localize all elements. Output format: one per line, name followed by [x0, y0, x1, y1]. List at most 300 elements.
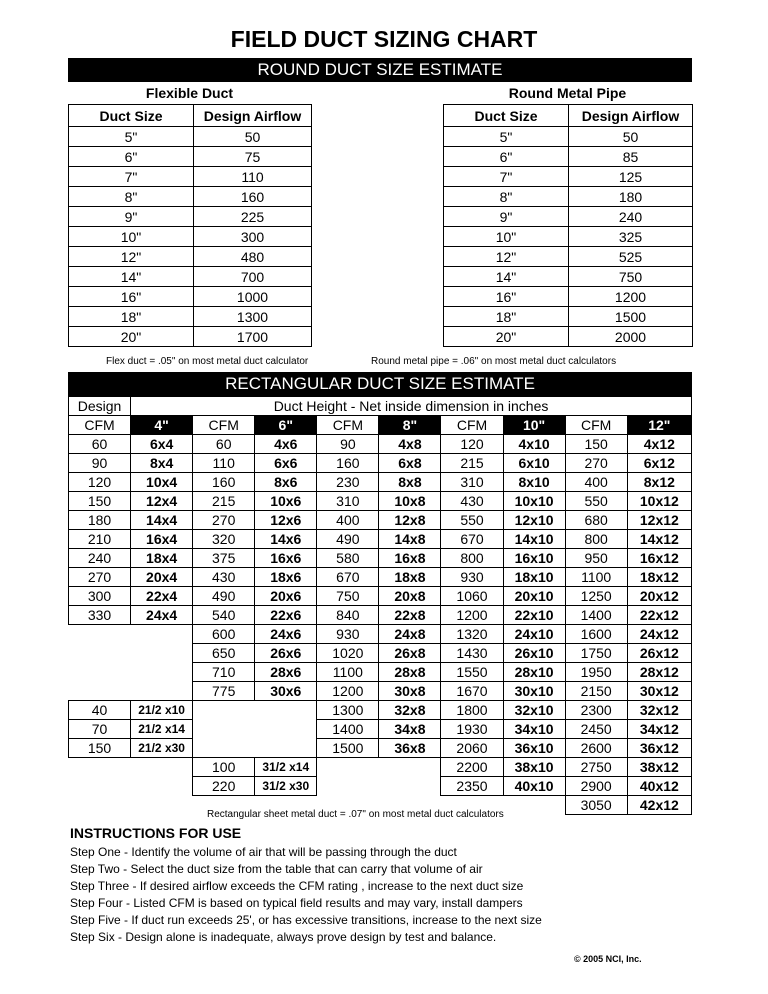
rect-duct-size: 10x12 [627, 492, 691, 511]
rect-duct-size: 28x10 [503, 663, 565, 682]
metal-duct-size: 7" [444, 167, 569, 187]
rect-cfm: 230 [317, 473, 379, 492]
rect-cfm: 670 [317, 568, 379, 587]
rect-empty-cell [193, 720, 255, 739]
rect-empty-cell [255, 720, 317, 739]
rect-cfm: 120 [69, 473, 131, 492]
rect-empty-cell [131, 625, 193, 644]
rect-duct-size: 8x4 [131, 454, 193, 473]
metal-row [444, 307, 693, 327]
rect-cfm: 950 [565, 549, 627, 568]
metal-design-airflow: 50 [569, 127, 693, 147]
rect-cfm: 270 [193, 511, 255, 530]
flex-duct-table [68, 104, 312, 347]
rect-duct-size: 16x6 [255, 549, 317, 568]
rect-empty-cell [69, 682, 131, 701]
rect-duct-size: 16x12 [627, 549, 691, 568]
rect-cfm-label: CFM [317, 416, 379, 435]
rect-duct-size: 32x10 [503, 701, 565, 720]
rect-empty-cell [379, 777, 441, 796]
flex-row [69, 167, 312, 187]
rect-duct-size: 8x10 [503, 473, 565, 492]
rect-duct-size: 24x12 [627, 625, 691, 644]
flex-design-airflow: 1300 [194, 307, 312, 327]
rect-row [69, 777, 692, 796]
rect-height-header: 4" [131, 416, 193, 435]
rect-cfm: 3050 [565, 796, 627, 815]
metal-design-airflow: 125 [569, 167, 693, 187]
rect-cfm: 1060 [441, 587, 503, 606]
metal-row [444, 167, 693, 187]
rect-duct-size: 36x8 [379, 739, 441, 758]
rect-cfm-label: CFM [69, 416, 131, 435]
rect-empty-cell [69, 663, 131, 682]
rect-cfm: 400 [317, 511, 379, 530]
flex-design-airflow: 1000 [194, 287, 312, 307]
rect-cfm: 2300 [565, 701, 627, 720]
flex-design-airflow: 110 [194, 167, 312, 187]
rect-cfm: 150 [69, 492, 131, 511]
rect-row [69, 454, 692, 473]
rect-row [69, 511, 692, 530]
flex-col-design-airflow: Design Airflow [194, 105, 312, 127]
rect-duct-size: 21/2 x10 [131, 701, 193, 720]
rect-cfm: 490 [317, 530, 379, 549]
rect-duct-size: 6x6 [255, 454, 317, 473]
rect-cfm: 120 [441, 435, 503, 454]
metal-row [444, 127, 693, 147]
rect-duct-size: 38x12 [627, 758, 691, 777]
flex-design-airflow: 225 [194, 207, 312, 227]
rect-duct-size: 10x6 [255, 492, 317, 511]
rect-duct-size: 26x10 [503, 644, 565, 663]
rect-duct-note: Rectangular sheet metal duct = .07" on most metal duct calculators [207, 809, 504, 820]
rect-duct-size: 14x10 [503, 530, 565, 549]
rect-duct-size: 12x10 [503, 511, 565, 530]
rect-duct-size: 21/2 x14 [131, 720, 193, 739]
rect-cfm: 330 [69, 606, 131, 625]
rect-duct-size: 6x4 [131, 435, 193, 454]
rect-cfm: 540 [193, 606, 255, 625]
rect-cfm: 215 [441, 454, 503, 473]
rect-cfm: 680 [565, 511, 627, 530]
rect-empty-cell [193, 739, 255, 758]
rect-cfm: 215 [193, 492, 255, 511]
rect-cfm: 2450 [565, 720, 627, 739]
flex-duct-size: 9" [69, 207, 194, 227]
rect-duct-size: 8x6 [255, 473, 317, 492]
rect-duct-size: 26x6 [255, 644, 317, 663]
rect-cfm: 240 [69, 549, 131, 568]
rect-row [69, 758, 692, 777]
rect-cfm: 100 [193, 758, 255, 777]
rect-cfm: 2750 [565, 758, 627, 777]
rect-row [69, 549, 692, 568]
rect-duct-size: 24x6 [255, 625, 317, 644]
rect-row [69, 663, 692, 682]
rect-cfm: 1500 [317, 739, 379, 758]
rect-row [69, 625, 692, 644]
rect-cfm: 40 [69, 701, 131, 720]
rect-empty-cell [255, 701, 317, 720]
rect-duct-size: 24x8 [379, 625, 441, 644]
metal-row [444, 327, 693, 347]
metal-duct-size: 10" [444, 227, 569, 247]
rect-duct-size: 40x12 [627, 777, 691, 796]
rect-cfm: 310 [441, 473, 503, 492]
rect-cfm: 150 [565, 435, 627, 454]
rect-duct-size: 16x8 [379, 549, 441, 568]
rect-duct-table [68, 396, 692, 815]
rect-row [69, 492, 692, 511]
flex-duct-size: 8" [69, 187, 194, 207]
rect-cfm: 1930 [441, 720, 503, 739]
rect-cfm: 320 [193, 530, 255, 549]
rect-empty-cell [131, 682, 193, 701]
rect-duct-size: 40x10 [503, 777, 565, 796]
metal-row [444, 287, 693, 307]
flex-row [69, 247, 312, 267]
rect-duct-size: 14x8 [379, 530, 441, 549]
rect-duct-size: 22x10 [503, 606, 565, 625]
flex-design-airflow: 480 [194, 247, 312, 267]
rect-design-label: Design [69, 397, 131, 416]
flex-design-airflow: 700 [194, 267, 312, 287]
rect-empty-cell [69, 625, 131, 644]
rect-cfm: 160 [317, 454, 379, 473]
rect-row [69, 701, 692, 720]
flex-duct-size: 12" [69, 247, 194, 267]
rect-cfm: 650 [193, 644, 255, 663]
metal-row [444, 267, 693, 287]
rect-empty-cell [131, 644, 193, 663]
rect-cfm: 2150 [565, 682, 627, 701]
rect-cfm: 1300 [317, 701, 379, 720]
rect-empty-cell [317, 758, 379, 777]
rect-empty-cell [131, 777, 193, 796]
rect-cfm: 1750 [565, 644, 627, 663]
rect-duct-size: 22x8 [379, 606, 441, 625]
metal-row [444, 247, 693, 267]
rect-empty-cell [317, 777, 379, 796]
rect-duct-size: 26x8 [379, 644, 441, 663]
rect-duct-size: 8x8 [379, 473, 441, 492]
rect-cfm: 1200 [317, 682, 379, 701]
metal-duct-size: 16" [444, 287, 569, 307]
rect-duct-size: 30x6 [255, 682, 317, 701]
rect-cfm: 1100 [317, 663, 379, 682]
rect-cfm: 430 [193, 568, 255, 587]
rect-duct-size: 4x8 [379, 435, 441, 454]
rect-duct-size: 32x12 [627, 701, 691, 720]
metal-design-airflow: 1200 [569, 287, 693, 307]
rect-row [69, 606, 692, 625]
rect-cfm: 180 [69, 511, 131, 530]
metal-duct-size: 14" [444, 267, 569, 287]
rect-cfm: 1400 [317, 720, 379, 739]
metal-row [444, 207, 693, 227]
rect-cfm: 1430 [441, 644, 503, 663]
rect-cfm: 800 [441, 549, 503, 568]
flex-design-airflow: 160 [194, 187, 312, 207]
rect-duct-size: 30x8 [379, 682, 441, 701]
rect-duct-size: 30x12 [627, 682, 691, 701]
rect-duct-size: 4x6 [255, 435, 317, 454]
metal-duct-size: 12" [444, 247, 569, 267]
rect-duct-size: 18x8 [379, 568, 441, 587]
instruction-step: Step Five - If duct run exceeds 25', or has excessive transitions, increase to the next size [70, 913, 542, 927]
flex-design-airflow: 300 [194, 227, 312, 247]
rect-cfm: 2600 [565, 739, 627, 758]
metal-design-airflow: 525 [569, 247, 693, 267]
rect-cfm: 1100 [565, 568, 627, 587]
rect-height-label: Duct Height - Net inside dimension in inches [131, 397, 692, 416]
metal-design-airflow: 2000 [569, 327, 693, 347]
flex-row [69, 207, 312, 227]
instruction-step: Step Four - Listed CFM is based on typical field results and may vary, install dampers [70, 896, 523, 910]
rect-duct-size: 18x4 [131, 549, 193, 568]
flex-duct-size: 18" [69, 307, 194, 327]
rect-duct-size: 22x12 [627, 606, 691, 625]
flex-row [69, 307, 312, 327]
rect-cfm: 775 [193, 682, 255, 701]
metal-design-airflow: 240 [569, 207, 693, 227]
instruction-step: Step Two - Select the duct size from the table that can carry that volume of air [70, 862, 483, 876]
rect-cfm: 490 [193, 587, 255, 606]
rect-height-header: 12" [627, 416, 691, 435]
rect-height-header: 8" [379, 416, 441, 435]
rect-empty-cell [131, 796, 193, 815]
rect-duct-size: 31/2 x14 [255, 758, 317, 777]
rect-row [69, 530, 692, 549]
rect-duct-size: 4x12 [627, 435, 691, 454]
rect-duct-size: 14x6 [255, 530, 317, 549]
rect-cfm: 580 [317, 549, 379, 568]
metal-duct-size: 9" [444, 207, 569, 227]
rect-cfm-label: CFM [193, 416, 255, 435]
rect-duct-size: 6x12 [627, 454, 691, 473]
rect-row [69, 644, 692, 663]
flex-design-airflow: 1700 [194, 327, 312, 347]
rect-cfm: 800 [565, 530, 627, 549]
flex-duct-size: 5" [69, 127, 194, 147]
rect-duct-size: 20x10 [503, 587, 565, 606]
rect-cfm: 1950 [565, 663, 627, 682]
metal-duct-size: 18" [444, 307, 569, 327]
rect-cfm: 2200 [441, 758, 503, 777]
rect-duct-size: 10x4 [131, 473, 193, 492]
rect-cfm: 2350 [441, 777, 503, 796]
rect-cfm: 60 [193, 435, 255, 454]
rect-cfm: 150 [69, 739, 131, 758]
rect-row [69, 473, 692, 492]
rect-duct-size: 16x4 [131, 530, 193, 549]
instructions-heading: INSTRUCTIONS FOR USE [70, 825, 242, 841]
rect-duct-size: 18x10 [503, 568, 565, 587]
rect-cfm: 430 [441, 492, 503, 511]
flex-design-airflow: 50 [194, 127, 312, 147]
rect-duct-size: 14x4 [131, 511, 193, 530]
rect-cfm: 930 [317, 625, 379, 644]
metal-col-design-airflow: Design Airflow [569, 105, 693, 127]
rect-cfm: 310 [317, 492, 379, 511]
rect-cfm: 300 [69, 587, 131, 606]
metal-duct-size: 6" [444, 147, 569, 167]
rect-row [69, 568, 692, 587]
flex-duct-size: 6" [69, 147, 194, 167]
rect-duct-size: 14x12 [627, 530, 691, 549]
rect-empty-cell [131, 758, 193, 777]
metal-design-airflow: 750 [569, 267, 693, 287]
rect-cfm: 110 [193, 454, 255, 473]
flex-duct-size: 7" [69, 167, 194, 187]
rect-duct-size: 18x12 [627, 568, 691, 587]
rect-empty-cell [255, 739, 317, 758]
rect-empty-cell [193, 701, 255, 720]
flex-duct-size: 14" [69, 267, 194, 287]
metal-pipe-table [443, 104, 693, 347]
flex-duct-note: Flex duct = .05" on most metal duct calculator [106, 356, 309, 367]
rect-cfm: 60 [69, 435, 131, 454]
rect-duct-size: 20x6 [255, 587, 317, 606]
rect-cfm: 1550 [441, 663, 503, 682]
rect-cfm-label: CFM [565, 416, 627, 435]
rect-height-header: 6" [255, 416, 317, 435]
rect-cfm: 930 [441, 568, 503, 587]
flex-row [69, 187, 312, 207]
rect-cfm: 1670 [441, 682, 503, 701]
rect-duct-size: 38x10 [503, 758, 565, 777]
rect-duct-size: 42x12 [627, 796, 691, 815]
rect-cfm: 1800 [441, 701, 503, 720]
rect-duct-size: 28x6 [255, 663, 317, 682]
flex-design-airflow: 75 [194, 147, 312, 167]
metal-design-airflow: 325 [569, 227, 693, 247]
rect-duct-size: 8x12 [627, 473, 691, 492]
rect-cfm-label: CFM [441, 416, 503, 435]
rect-duct-size: 30x10 [503, 682, 565, 701]
rect-duct-size: 26x12 [627, 644, 691, 663]
rect-duct-size: 4x10 [503, 435, 565, 454]
rect-cfm: 220 [193, 777, 255, 796]
rect-empty-cell [503, 796, 565, 815]
rect-empty-cell [379, 758, 441, 777]
rect-duct-size: 16x10 [503, 549, 565, 568]
rect-duct-size: 18x6 [255, 568, 317, 587]
rect-empty-cell [131, 663, 193, 682]
metal-row [444, 187, 693, 207]
rect-duct-size: 28x8 [379, 663, 441, 682]
flex-duct-size: 20" [69, 327, 194, 347]
metal-design-airflow: 85 [569, 147, 693, 167]
metal-row [444, 227, 693, 247]
rect-cfm: 1600 [565, 625, 627, 644]
metal-duct-size: 8" [444, 187, 569, 207]
rect-duct-size: 34x12 [627, 720, 691, 739]
page-title: FIELD DUCT SIZING CHART [230, 26, 538, 52]
rect-empty-cell [69, 777, 131, 796]
rect-duct-size: 34x10 [503, 720, 565, 739]
rect-header-row [69, 416, 692, 435]
rect-height-header: 10" [503, 416, 565, 435]
rect-duct-size: 31/2 x30 [255, 777, 317, 796]
rect-empty-cell [69, 758, 131, 777]
rect-duct-size: 6x10 [503, 454, 565, 473]
rect-duct-size: 24x10 [503, 625, 565, 644]
rect-row [69, 682, 692, 701]
rect-duct-size: 20x4 [131, 568, 193, 587]
instruction-step: Step One - Identify the volume of air that will be passing through the duct [70, 845, 457, 859]
rect-cfm: 670 [441, 530, 503, 549]
metal-pipe-note: Round metal pipe = .06" on most metal duct calculators [371, 356, 617, 367]
rect-duct-size: 21/2 x30 [131, 739, 193, 758]
metal-row [444, 147, 693, 167]
rect-cfm: 1250 [565, 587, 627, 606]
rect-duct-size: 6x8 [379, 454, 441, 473]
metal-pipe-label: Round Metal Pipe [508, 85, 627, 101]
flex-row [69, 267, 312, 287]
rect-cfm: 70 [69, 720, 131, 739]
rect-row [69, 435, 692, 454]
rect-cfm: 550 [565, 492, 627, 511]
rect-cfm: 2060 [441, 739, 503, 758]
rect-cfm: 90 [317, 435, 379, 454]
rect-cfm: 1400 [565, 606, 627, 625]
rect-cfm: 840 [317, 606, 379, 625]
flex-row [69, 227, 312, 247]
instruction-step: Step Six - Design alone is inadequate, always prove design by test and balance. [70, 930, 497, 944]
flex-row [69, 287, 312, 307]
rect-cfm: 750 [317, 587, 379, 606]
rect-cfm: 270 [69, 568, 131, 587]
rect-duct-size: 32x8 [379, 701, 441, 720]
metal-duct-size: 20" [444, 327, 569, 347]
flex-col-duct-size: Duct Size [69, 105, 194, 127]
rect-cfm: 375 [193, 549, 255, 568]
flex-row [69, 127, 312, 147]
rect-duct-size: 10x8 [379, 492, 441, 511]
flex-row [69, 147, 312, 167]
metal-duct-size: 5" [444, 127, 569, 147]
rect-duct-size: 20x8 [379, 587, 441, 606]
metal-design-airflow: 180 [569, 187, 693, 207]
flex-duct-size: 16" [69, 287, 194, 307]
rect-duct-size: 10x10 [503, 492, 565, 511]
rect-duct-size: 20x12 [627, 587, 691, 606]
instruction-step: Step Three - If desired airflow exceeds the CFM rating , increase to the next duct size [70, 879, 524, 893]
metal-design-airflow: 1500 [569, 307, 693, 327]
rect-duct-size: 22x4 [131, 587, 193, 606]
rect-cfm: 1320 [441, 625, 503, 644]
rect-duct-header: RECTANGULAR DUCT SIZE ESTIMATE [68, 372, 692, 396]
rect-duct-size: 12x12 [627, 511, 691, 530]
rect-cfm: 400 [565, 473, 627, 492]
rect-duct-size: 36x10 [503, 739, 565, 758]
flex-row [69, 327, 312, 347]
instructions-list [70, 845, 542, 947]
rect-duct-size: 28x12 [627, 663, 691, 682]
rect-cfm: 2900 [565, 777, 627, 796]
rect-cfm: 550 [441, 511, 503, 530]
metal-col-duct-size: Duct Size [444, 105, 569, 127]
rect-empty-cell [69, 644, 131, 663]
rect-cfm: 710 [193, 663, 255, 682]
rect-empty-cell [69, 796, 131, 815]
rect-cfm: 270 [565, 454, 627, 473]
rect-duct-size: 22x6 [255, 606, 317, 625]
rect-duct-size: 34x8 [379, 720, 441, 739]
rect-duct-size: 24x4 [131, 606, 193, 625]
